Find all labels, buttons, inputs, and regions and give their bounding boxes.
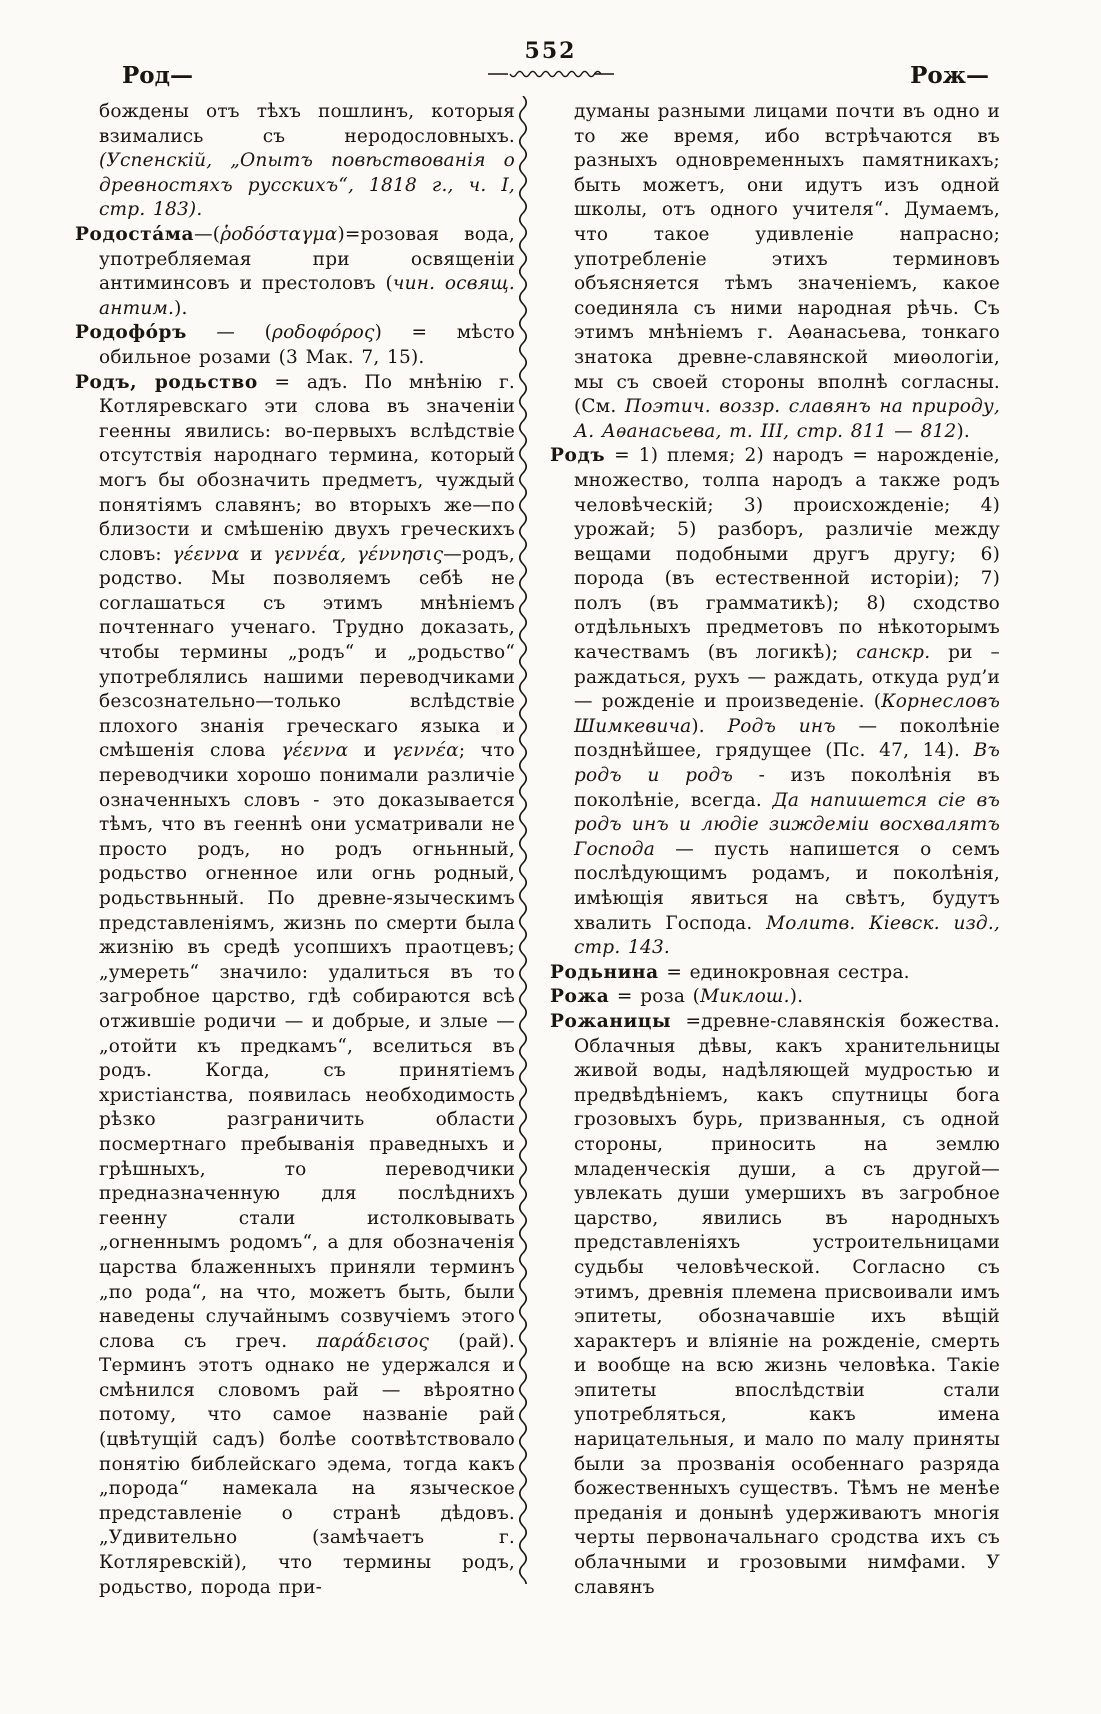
text-segment: παράδεισος [316,1330,430,1352]
text-segment: γέεννα [172,543,240,565]
continuation-paragraph [75,100,515,223]
text-segment: Корнесловъ Шимкевича [574,691,1000,737]
text-segment: )=розовая вода, употребляемая при освященіи антиминсовъ и престоловъ ( [99,223,515,295]
text-segment: (рай). Терминъ этотъ однако не удержался и смѣнился словомъ рай — вѣроятно потому, что самое названіе рай (цвѣтущій садъ) болѣе соотвѣтствовало понятію библейскаго эдема, тогда какъ „порода“ намекала на языческое представленіе о странѣ дѣдовъ. „Удивительно (замѣчаетъ г. Котляревскій), что термины родъ, родьство, порода при- [99,1330,515,1598]
headword: Рожа [550,986,610,1008]
text-segment: и [348,740,392,762]
text-segment: —родъ, родство. Мы позволяемъ себѣ не соглашаться съ этимъ мнѣніемъ почтеннаго ученаго. Трудно доказать, чтобы термины „родъ“ и „родьство“ употреблялись нашими переводчиками безсознательно—только вслѣдствіе плохого знанія греческаго языка и смѣшенія слова [99,543,515,762]
text-segment: γέεννα [281,740,349,762]
text-segment: и [239,543,274,565]
text-segment: ). [174,297,188,319]
text-segment: — поколѣніе позднѣйшее, грядущее (Пс. 47, 14). [574,715,1000,762]
entry-paragraph [550,1010,1000,1600]
entry-paragraph [75,321,515,370]
text-segment: = единокровная сестра. [658,961,910,983]
continuation-paragraph [550,100,1000,444]
page-number: 552 [524,38,577,64]
entry-paragraph [75,223,515,321]
headword: Родьнина [550,961,659,983]
text-segment: Молитв. Кіевск. изд., стр. 143. [574,912,1000,959]
text-segment: чин. освящ. антим. [99,273,515,319]
text-segment: —( [194,223,221,245]
pagenum-rule-squiggle [486,68,616,80]
text-segment: Родъ инъ [727,715,836,737]
headword: Рожаницы [550,1010,672,1032]
text-segment: =древне-славянскія божества. Облачныя дѣвы, какъ хранительницы живой воды, надѣляющей мудростью и предвѣдѣніемъ, какъ спутницы бога грозовыхъ бурь, призванныя, съ одной стороны, приносить на землю младенческія души, а съ другой—увлекать души умершихъ въ загробное царство, явились въ народныхъ представленіяхъ устроительницами судьбы человѣческой. Согласно съ этимъ, древнія племена присвоивали имъ эпитеты, обозначавшіе ихъ вѣщій характеръ и вліяніе на рожденіе, смерть и вообще на всю жизнь человѣка. Такіе эпитеты впослѣдствіи стали употребляться, какъ имена нарицательныя, и мало по малу приняты были за прозванія особеннаго разряда божественныхъ существъ. Тѣмъ не менѣе преданія и донынѣ удерживаютъ многія черты первоначальнаго сродства ихъ съ облачными и грозовыми нимфами. У славянъ [574,1010,1000,1598]
text-segment: ). [691,715,728,737]
text-segment: ). [956,420,970,442]
text-segment: = роза ( [609,986,701,1008]
text-segment: γεννέα [391,740,459,762]
text-segment: ροδοφόρος [272,322,375,344]
headword: Родофо́ръ [75,322,187,344]
headword: Родъ, родьство [75,371,258,393]
text-segment: Въ родъ и родъ [574,740,1000,787]
text-segment: (Успенскій, „Опытъ повѣствованія о древностяхъ русскихъ“, 1818 г., ч. I, стр. 183). [99,150,515,221]
headword: Родоста́ма [75,223,195,245]
text-segment: ῥοδόσταγμα [220,223,338,245]
text-segment: думаны разными лицами почти въ одно и то же время, ибо встрѣчаются въ разныхъ одновременныхъ памятникахъ; быть можетъ, они идутъ изъ одной школы, отъ одного учителя“. Думаемъ, что такое удивленіе напрасно; употребленіе этихъ терминовъ объясняется тѣмъ значеніемъ, какое соединяла съ ними народная рѣчь. Съ этимъ мнѣніемъ г. Аѳанасьева, тонкаго знатока древне-славянской миѳологіи, мы съ своей стороны вполнѣ согласны. (См. [574,101,1000,418]
entry-paragraph [550,444,1000,960]
text-segment: — ( [186,322,273,344]
entry-paragraph [550,985,1000,1010]
text-segment: санскр. [856,642,931,664]
catchword-left: Род— [122,62,193,89]
text-segment: = 1) племя; 2) народъ = нарожденіе, множество, толпа народъ а также родъ человѣческій; 3) происхожденіе; 4) урожай; 5) разборъ, различіе между вещами подобными другъ другу; 6) порода (въ естественной исторіи); 7) полъ (въ грамматикѣ); 8) сходство отдѣльныхъ предметовъ по нѣкоторымъ качествамъ (въ логикѣ); [574,445,1000,664]
text-segment: ; что переводчики хорошо понимали различіе означенныхъ словъ - это доказывается тѣмъ, что въ гееннѣ они усматривали не просто родъ, но родъ огньнный, родьство огненное или огнь родный, родьствьнный. По древне-языческимъ представленіямъ, жизнь по смерти была жизнію въ средѣ усопшихъ праотцевъ; „умереть“ значило: удалиться въ то загробное царство, гдѣ собираются всѣ отжившіе родичи — и добрые, и злые — „отойти къ предкамъ“, вселиться въ родъ. Когда, съ принятіемъ христіанства, появилась необходимость рѣзко разграничить области посмертнаго пребыванія праведныхъ и грѣшныхъ, то переводчики предназначенную для послѣднихъ геенну стали истолковывать „огненнымъ родомъ“, а для обозначенія царства блаженныхъ приняли терминъ „по рода“, на что, можетъ быть, были наведены случайнымъ созвучіемъ этого слова съ греч. [99,740,515,1352]
entry-paragraph [75,371,515,1601]
catchword-right: Рож— [910,62,989,89]
text-segment: Поэтич. воззр. славянъ на природу, А. Аѳанасьева, т. III, стр. 811 — 812 [574,396,1000,442]
text-segment: ). [789,986,804,1008]
column-right [550,100,1000,1600]
text-segment: Да напишется сіе въ родъ инъ и людіе зиждеміи восхвалятъ Господа [574,789,1000,860]
entry-paragraph [550,961,1000,986]
text-columns [75,100,1000,1600]
text-segment: — пусть напишется о семъ послѣдующимъ родамъ, и поколѣнія, имѣющія явиться на свѣтъ, будутъ хвалить Господа. [574,838,1000,934]
text-segment: = адъ. По мнѣнію г. Котляревскаго эти слова въ значеніи геенны явились: во-первыхъ вслѣдствіе отсутствія народнаго термина, который могъ бы обозначить предметъ, чуждый понятіямъ славянъ; во вторыхъ же—по близости и смѣшенію двухъ греческихъ словъ: [99,371,515,565]
squiggle-path [488,71,614,76]
headword: Родъ [550,445,606,467]
text-segment: γεννέα, γέννησις [273,543,444,565]
text-segment: ) = мѣсто обильное розами (3 Мак. 7, 15). [99,322,515,368]
text-segment: Миклош. [700,986,790,1008]
text-segment: - изъ поколѣнія въ поколѣніе, всегда. [574,765,1000,811]
text-segment: ри – раждаться, рухъ — раждать, откуда руд’и — рожденіе и произведеніе. ( [574,642,1000,713]
column-left [75,100,515,1600]
text-segment: бождены отъ тѣхъ пошлинъ, которыя взимались съ неродословныхъ. [99,101,515,147]
